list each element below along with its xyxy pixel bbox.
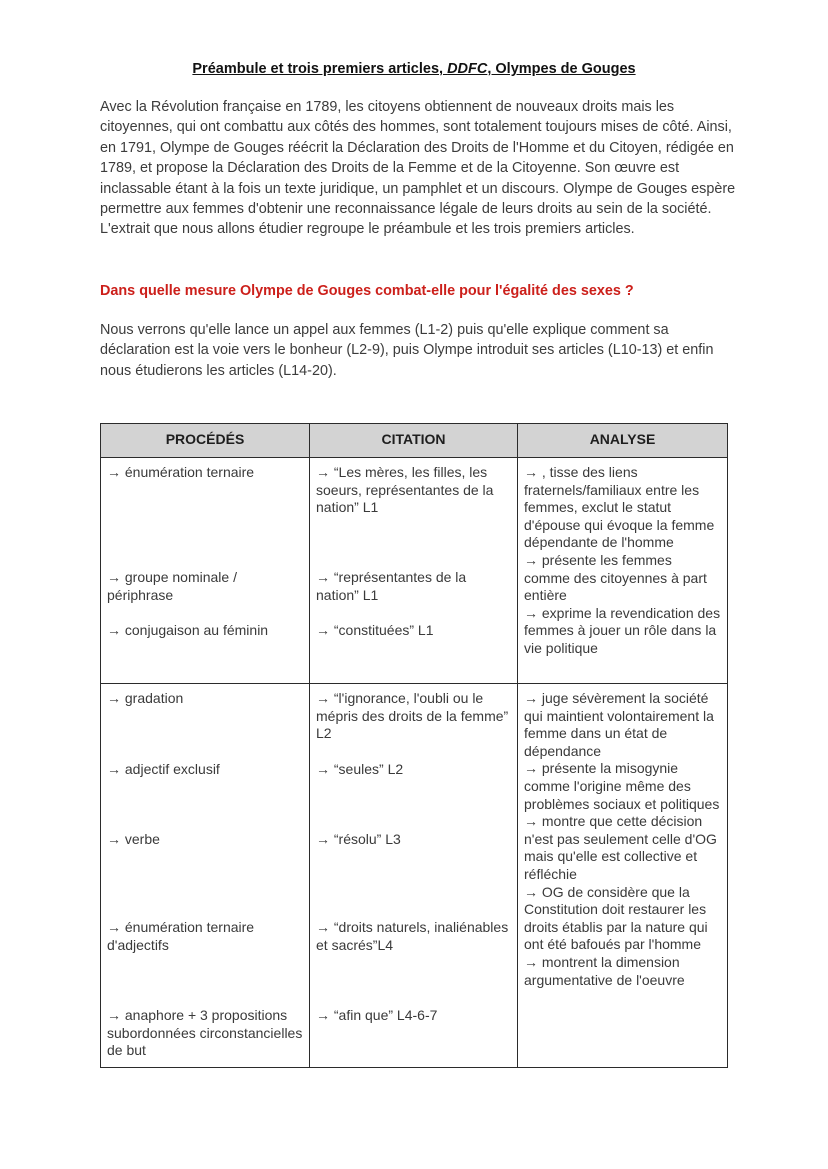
header-analyse: ANALYSE bbox=[518, 424, 728, 458]
citation-item: → “Les mères, les filles, les soeurs, représentantes de la nation” L1 bbox=[316, 464, 494, 516]
procede-item: → anaphore + 3 propositions subordonnées circonstancielles de but bbox=[107, 1007, 303, 1059]
procede-item: → adjectif exclusif bbox=[107, 761, 220, 777]
procede-item: → énumération ternaire bbox=[107, 464, 255, 480]
citation-item: → “afin que” L4-6-7 bbox=[316, 1007, 438, 1023]
table-row bbox=[101, 458, 728, 684]
title-main: Préambule et trois premiers articles, bbox=[192, 61, 448, 77]
analyse-item: → montre que cette décision n'est pas seulement celle d'OG mais qu'elle est collective et réfléchie bbox=[524, 813, 717, 882]
analysis-table bbox=[100, 423, 728, 1068]
table-header-row bbox=[101, 424, 728, 458]
procede-item: → verbe bbox=[107, 831, 160, 847]
analyse-item: → exprime la revendication des femmes à jouer un rôle dans la vie politique bbox=[524, 604, 721, 656]
plan-paragraph: Nous verrons qu'elle lance un appel aux femmes (L1-2) puis qu'elle explique comment sa déclaration est la voie vers le bonheur (L2-9), puis Olympe introduit ses articles (L10-13) et enfin nous étudierons les articles (L14-20). bbox=[100, 322, 714, 379]
title-author: , Olympes de Gouges bbox=[487, 61, 636, 77]
analyse-item: → présente la misogynie comme l'origine même des problèmes sociaux et politiques bbox=[524, 760, 720, 812]
page-title bbox=[0, 59, 828, 79]
procede-item: → gradation bbox=[107, 690, 184, 706]
analyse-item: → , tisse des liens fraternels/familiaux entre les femmes, exclut le statut d'épouse qui évoque la femme dépendante de l'homme bbox=[524, 464, 715, 551]
analyse-cell bbox=[518, 458, 728, 684]
procede-item: → énumération ternaire d'adjectifs bbox=[107, 919, 255, 953]
citation-item: → “droits naturels, inaliénables et sacrés”L4 bbox=[316, 919, 509, 953]
procede-item: → conjugaison au féminin bbox=[107, 622, 269, 638]
header-citation: CITATION bbox=[310, 424, 518, 458]
citation-item: → “seules” L2 bbox=[316, 761, 404, 777]
citation-item: → “l'ignorance, l'oubli ou le mépris des droits de la femme” L2 bbox=[316, 690, 509, 742]
introduction bbox=[100, 97, 740, 240]
citation-item: → “constituées” L1 bbox=[316, 622, 434, 638]
intro-paragraph: Avec la Révolution française en 1789, les citoyens obtiennent de nouveaux droits mais les citoyennes, qui ont combattu aux côtés des hommes, sont totalement toujours mises de côté. Ainsi, en 1791, Olympe de Gouges réécrit la Déclaration des Droits de l'Homme et du Citoyen, rédigée en 1789, et propose la Déclaration des Droits de la Femme et de la Citoyenne. Son œuvre est inclassable étant à la fois un texte juridique, un pamphlet et un discours. Olympe de Gouges espère permettre aux femmes d'obtenir une reconnaissance légale de leurs droits au sein de la société. bbox=[100, 99, 736, 218]
citation-item: → “représentantes de la nation” L1 bbox=[316, 569, 467, 603]
problematique: Dans quelle mesure Olympe de Gouges combat-elle pour l'égalité des sexes ? bbox=[100, 283, 634, 299]
procede-item: → groupe nominale / périphrase bbox=[107, 569, 237, 603]
citation-cell bbox=[310, 458, 518, 684]
analyse-item: → OG de considère que la Constitution doit restaurer les droits établis par la nature qui ont été bafoués par l'homme bbox=[524, 883, 708, 953]
analyse-item: → présente les femmes comme des citoyennes à part entière bbox=[524, 551, 707, 604]
procedes-cell bbox=[101, 458, 310, 684]
intro-extract-line: L'extrait que nous allons étudier regroupe le préambule et les trois premiers articles. bbox=[100, 221, 635, 238]
title-italic-ddfc: DDFC bbox=[447, 61, 488, 77]
header-procedes: PROCÉDÉS bbox=[101, 424, 310, 458]
procedes-cell bbox=[101, 684, 310, 1068]
analyse-item: → montrent la dimension argumentative de l'oeuvre bbox=[524, 953, 685, 988]
citation-item: → “résolu” L3 bbox=[316, 831, 401, 847]
citation-cell bbox=[310, 684, 518, 1068]
analyse-item: → juge sévèrement la société qui maintient volontairement la femme dans un état de dépendance bbox=[524, 690, 714, 759]
table-row bbox=[101, 684, 728, 1068]
analyse-cell bbox=[518, 684, 728, 1068]
